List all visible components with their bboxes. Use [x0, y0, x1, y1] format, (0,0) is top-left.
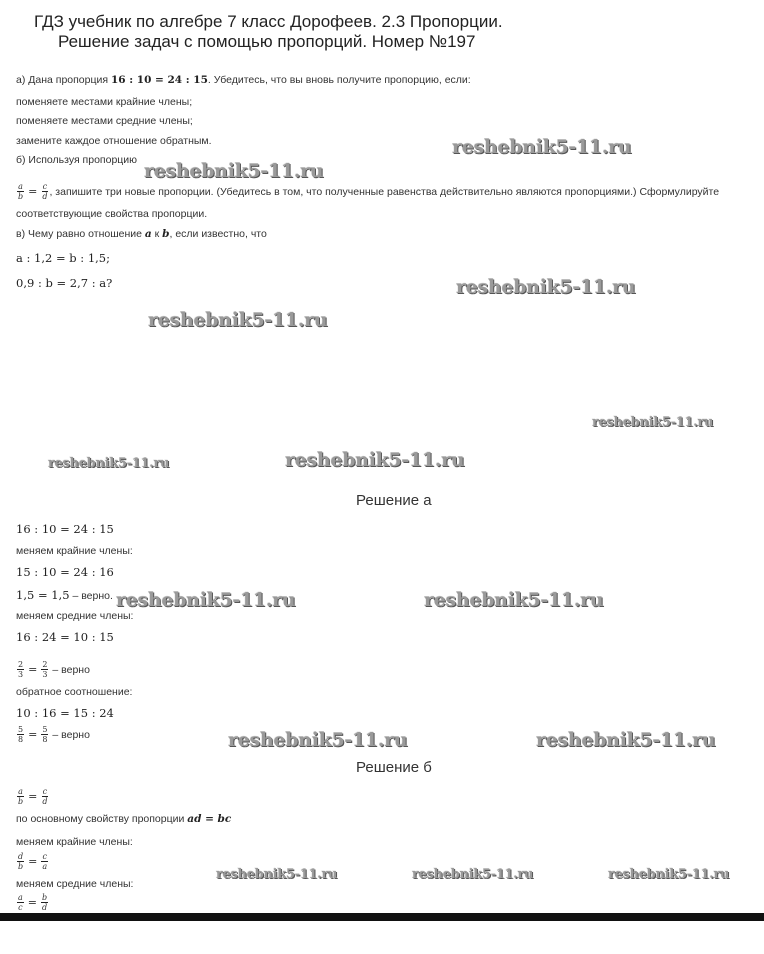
- solution-a-step1: меняем крайние члены:: [16, 545, 133, 557]
- problem-b-line: $\frac{a}{b}$ = $\frac{c}{d}$ , запишите три новые пропорции. (Убедитесь в том, что полученные равенства действительно являются пропорциями.) Сформулируйте: [18, 182, 720, 201]
- problem-a-item3: замените каждое отношение обратным.: [16, 135, 212, 147]
- fraction: $\frac{2}{3}$: [42, 660, 48, 679]
- watermark: reshebnik5-11.ru: [412, 867, 534, 882]
- watermark: reshebnik5-11.ru: [285, 449, 465, 471]
- solution-a-eq1: 15 : 10 = 24 : 16: [16, 565, 114, 579]
- page-title-line2: Решение задач с помощью пропорций. Номер №197: [58, 32, 476, 51]
- fraction: $\frac{c}{d}$: [42, 787, 48, 806]
- fraction: $\frac{b}{d}$: [42, 893, 48, 912]
- page-title-line1: ГДЗ учебник по алгебре 7 класс Дорофеев. 2.3 Пропорции.: [34, 12, 503, 31]
- solution-b-heading: Решение б: [356, 759, 432, 776]
- solution-a-frac2: $\frac{2}{3}$ = $\frac{2}{3}$ – верно: [18, 660, 90, 679]
- watermark: reshebnik5-11.ru: [452, 136, 632, 158]
- problem-c-eq1: a : 1,2 = b : 1,5;: [16, 251, 110, 265]
- problem-a: [16, 74, 471, 86]
- fraction: $\frac{a}{b}$: [18, 182, 24, 201]
- fraction: $\frac{2}{3}$: [18, 660, 24, 679]
- solution-a-heading: Решение а: [356, 492, 432, 509]
- fraction: $\frac{d}{b}$: [18, 852, 24, 871]
- solution-a-step2: меняем средние члены:: [16, 610, 134, 622]
- solution-a-check1: 1,5 = 1,5 – верно.: [16, 588, 113, 602]
- watermark: reshebnik5-11.ru: [48, 456, 170, 471]
- watermark: reshebnik5-11.ru: [592, 415, 714, 430]
- problem-a-item2: поменяете местами средние члены;: [16, 115, 193, 127]
- watermark: reshebnik5-11.ru: [228, 729, 408, 751]
- watermark: reshebnik5-11.ru: [148, 309, 328, 331]
- solution-b-step2: меняем средние члены:: [16, 878, 134, 890]
- fraction: $\frac{5}{8}$: [42, 725, 48, 744]
- watermark: reshebnik5-11.ru: [144, 160, 324, 182]
- bottom-bar: [0, 913, 764, 921]
- problem-a-math: 16 : 10 = 24 : 15: [110, 74, 208, 86]
- watermark: reshebnik5-11.ru: [608, 867, 730, 882]
- watermark: reshebnik5-11.ru: [424, 589, 604, 611]
- solution-a-frac3: $\frac{5}{8}$ = $\frac{5}{8}$ – верно: [18, 725, 90, 744]
- fraction: $\frac{a}{c}$: [18, 893, 23, 912]
- fraction: $\frac{a}{b}$: [18, 787, 24, 806]
- watermark: reshebnik5-11.ru: [536, 729, 716, 751]
- problem-a-prefix: а) Дана пропорция: [16, 74, 111, 86]
- solution-a-eq2: 16 : 24 = 10 : 15: [16, 630, 114, 644]
- solution-b-frac2: $\frac{a}{c}$ = $\frac{b}{d}$: [18, 893, 48, 912]
- watermark: reshebnik5-11.ru: [216, 867, 338, 882]
- fraction: $\frac{5}{8}$: [18, 725, 24, 744]
- solution-b-frac1: $\frac{d}{b}$ = $\frac{c}{a}$: [18, 852, 48, 871]
- problem-b-text2: соответствующие свойства пропорции.: [16, 208, 208, 220]
- problem-b-text1: , запишите три новые пропорции. (Убедитесь в том, что полученные равенства действительно являются пропорциями.) Сформулируйте: [49, 185, 720, 198]
- problem-c-eq2: 0,9 : b = 2,7 : a?: [16, 276, 113, 290]
- watermark: reshebnik5-11.ru: [456, 276, 636, 298]
- solution-a-eq3: 10 : 16 = 15 : 24: [16, 706, 114, 720]
- watermark: reshebnik5-11.ru: [116, 589, 296, 611]
- problem-a-suffix: . Убедитесь, что вы вновь получите пропорцию, если:: [207, 74, 471, 86]
- solution-a-step3: обратное соотношение:: [16, 686, 133, 698]
- solution-b-frac0: $\frac{a}{b}$ = $\frac{c}{d}$: [18, 787, 48, 806]
- solution-a-eq0: 16 : 10 = 24 : 15: [16, 522, 114, 536]
- fraction: $\frac{c}{a}$: [42, 852, 48, 871]
- fraction: $\frac{c}{d}$: [42, 182, 48, 201]
- problem-c: в) Чему равно отношение a к b, если известно, что: [16, 228, 267, 240]
- solution-b-step1: меняем крайние члены:: [16, 836, 133, 848]
- solution-b-basic: по основному свойству пропорции ad = bc: [16, 813, 232, 825]
- problem-a-item1: поменяете местами крайние члены;: [16, 96, 193, 108]
- problem-b-intro: б) Используя пропорцию: [16, 154, 138, 166]
